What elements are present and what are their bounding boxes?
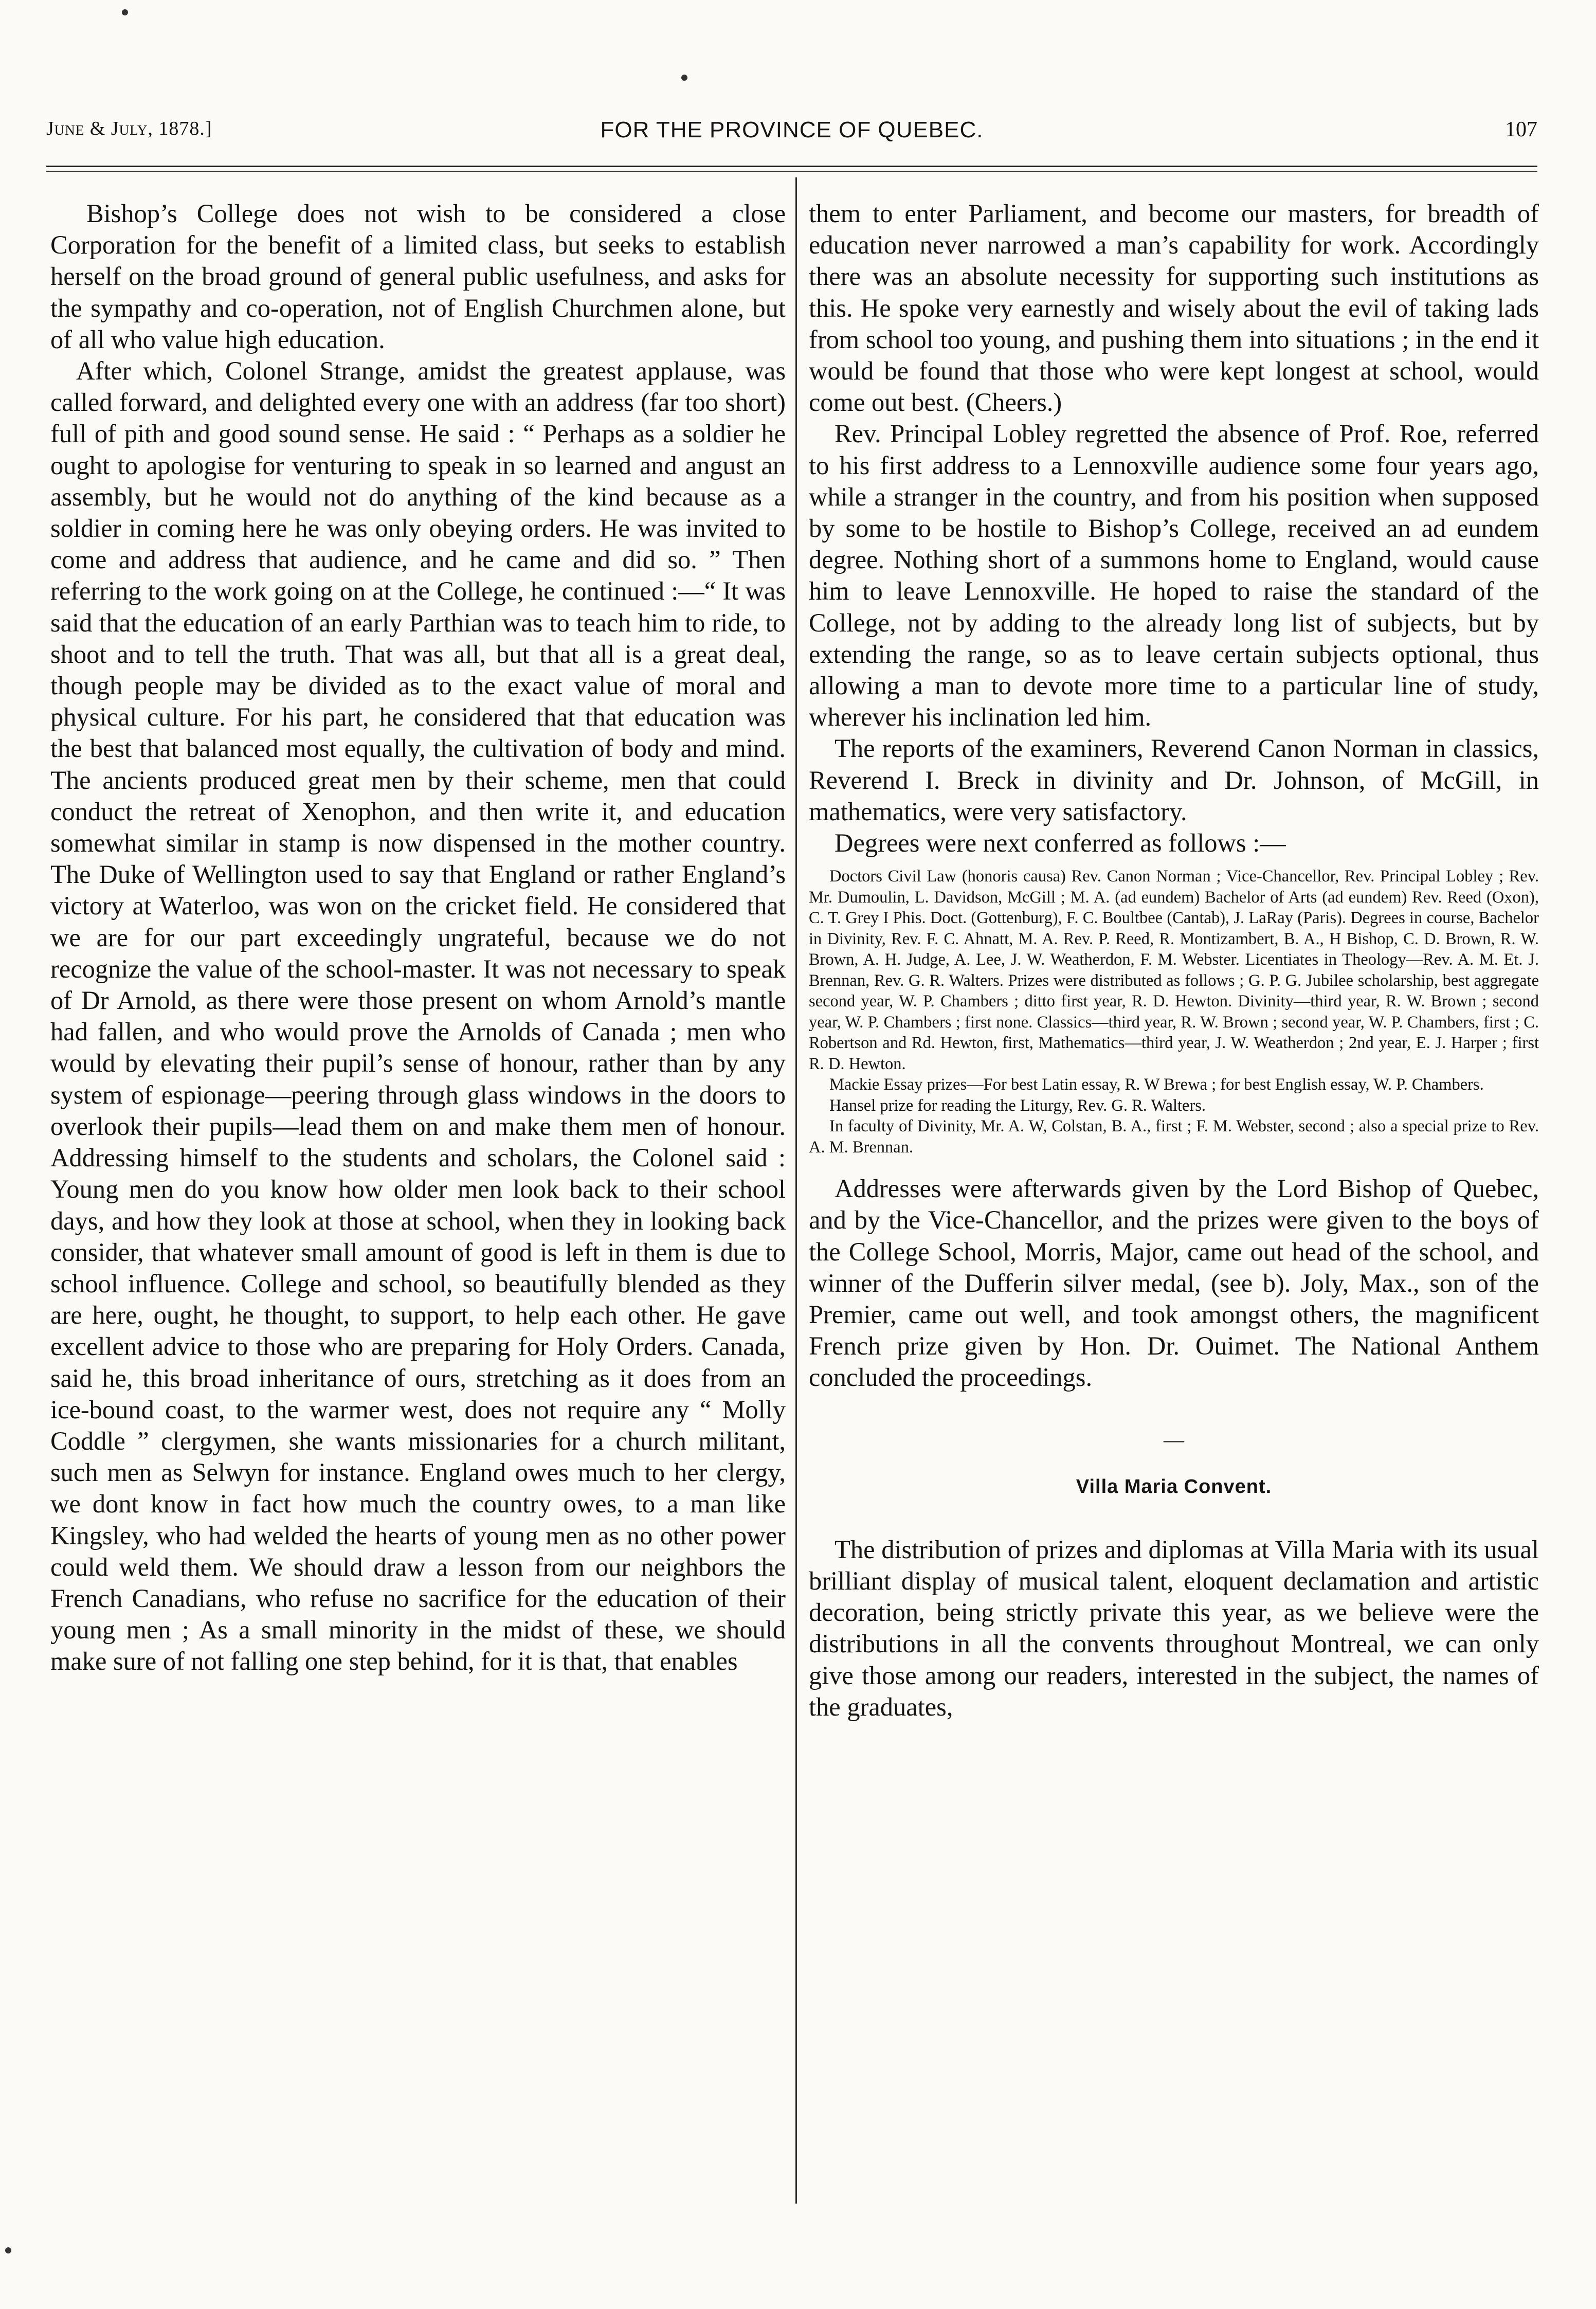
header-rule <box>46 166 1537 167</box>
print-speck <box>681 75 687 81</box>
paragraph: After which, Colonel Strange, amidst the greatest applause, was called forward, and delighted every one with an address (far too short) full of pith and good sound sense. He said : “ Perhaps as a soldier he ought to apologise for venturing to speak in so learned and angust an assembly, but he would not do anything of the kind because as a soldier in coming here he was only obeying orders. He was invited to come and address that audience, and he came and did so. ” Then referring to the work going on at the College, he continued :—“ It was said that the education of an early Parthian was to teach him to ride, to shoot and to tell the truth. That was all, but that all is a great deal, though people may be divided as to the exact value of moral and physical culture. For his part, he considered that that education was the best that balanced most equally, the cultivation of body and mind. The ancients produced great men by their scheme, men that could conduct the retreat of Xenophon, and then write it, and education somewhat similar in stamp is now dispensed in the mother country. The Duke of Wellington used to say that England or rather England’s victory at Waterloo, was won on the cricket field. He considered that we are for our part exceedingly ungrateful, because we do not recognize the value of the school-master. It was not necessary to speak of Dr Arnold, as there were those present on whom Arnold’s mantle had fallen, and who would prove the Arnolds of Canada ; men who would by elevating their pupil’s sense of honour, rather than by any system of espionage—peering through glass windows in the doors to overlook their pupils—lead them on and make them men of honour. Addressing himself to the students and scholars, the Colonel said : Young men do you know how older men look back to their school days, and how they look at those at school, when they in looking back consider, that whatever small amount of good is left in them is due to school influence. College and school, so beautifully blended as they are here, ought, he thought, to support, to help each other. He gave excellent advice to those who are preparing for Holy Orders. Canada, said he, this broad inheritance of ours, stretching as it does from an ice-bound coast, to the warmer west, does not require any “ Molly Coddle ” clergymen, she wants missionaries for a church militant, such men as Selwyn for instance. England owes much to her clergy, we dont know in fact how much the country owes, to a man like Kingsley, who had welded the hearts of young men as no other power could weld them. We should draw a lesson from our neighbors the French Canadians, who refuse no sacrifice for the education of their young men ; As a small minority in the midst of these, we should make sure of not falling one step behind, for it is that, that enables <box>50 356 786 1676</box>
degrees-list-item: Mackie Essay prizes—For best Latin essay, R. W Brewa ; for best English essay, W. P. Chambers. <box>829 1075 1484 1094</box>
paragraph: Rev. Principal Lobley regretted the absence of Prof. Roe, referred to his first address to a Lennoxville audience some four years ago, while a stranger in the country, and from his position when supposed by some to be hostile to Bishop’s College, received an ad eundem degree. Nothing short of a summons home to England, would cause him to leave Lennoxville. He hoped to raise the standard of the College, not by adding to the already long list of subjects, but by extending the range, so as to leave certain subjects optional, thus allowing a man to devote more time to a particular line of study, wherever his inclination led him. <box>809 419 1539 732</box>
header-rule-secondary <box>46 171 1537 172</box>
paragraph: Addresses were afterwards given by the Lord Bishop of Quebec, and by the Vice-Chancellor, and the prizes were given to the boys of the College School, Morris, Major, came out head of the school, and winner of the Dufferin silver medal, (see b). Joly, Max., son of the Premier, came out well, and took amongst others, the magnificent French prize given by Hon. Dr. Ouimet. The National Anthem concluded the proceedings. <box>809 1174 1539 1392</box>
degrees-list-item: In faculty of Divinity, Mr. A. W, Colstan, B. A., first ; F. M. Webster, second ; also a special prize to Rev. A. M. Brennan. <box>809 1117 1539 1157</box>
page-number: 107 <box>1505 118 1537 141</box>
paragraph: The reports of the examiners, Reverend Canon Norman in classics, Reverend I. Breck in divinity and Dr. Johnson, of McGill, in mathematics, were very satisfactory. <box>809 734 1539 826</box>
paragraph: The distribution of prizes and diplomas at Villa Maria with its usual brilliant display of musical talent, eloquent declamation and artistic decoration, being strictly private this year, as we believe were the distributions in all the convents throughout Montreal, we can only give those among our readers, interested in the subject, the names of the graduates, <box>809 1535 1539 1721</box>
print-speck <box>122 9 128 15</box>
print-speck <box>5 2247 11 2253</box>
degrees-list-item: Doctors Civil Law (honoris causa) Rev. Canon Norman ; Vice-Chancellor, Rev. Principal Lobley ; Rev. Mr. Dumoulin, L. Davidson, McGill ; M. A. (ad eundem) Bachelor of Arts (ad eundem) Rev. Reed (Oxon), C. T. Grey I Phis. Doct. (Gottenburg), F. C. Boultbee (Cantab), J. LaRay (Paris). Degrees in course, Bachelor in Divinity, Rev. F. C. Ahnatt, M. A. Rev. P. Reed, R. Montizambert, B. A., H Bishop, C. D. Brown, R. W. Brown, A. H. Judge, A. Lee, J. W. Weatherdon, F. M. Webster. Licentiates in Theology—Rev. A. M. Et. J. Brennan, Rev. G. R. Walters. Prizes were distributed as follows ; G. P. G. Jubilee scholarship, best aggregate second year, W. P. Chambers ; ditto first year, R. D. Hewton. Divinity—third year, R. W. Brown ; second year, W. P. Chambers ; first none. Classics—third year, R. W. Brown ; second year, W. P. Chambers, first ; C. Robertson and Rd. Hewton, first, Mathematics—third year, J. W. Weatherdon ; 2nd year, E. J. Harper ; first R. D. Hewton. <box>809 867 1539 1073</box>
section-separator: — <box>1164 1428 1184 1451</box>
right-column <box>809 198 1539 1723</box>
header-date: June & July, 1878.] <box>46 118 212 139</box>
degrees-list-item: Hansel prize for reading the Liturgy, Rev. G. R. Walters. <box>829 1096 1206 1115</box>
left-column <box>50 198 786 1677</box>
section-title: Villa Maria Convent. <box>1076 1475 1272 1498</box>
paragraph: them to enter Parliament, and become our masters, for breadth of education never narrowed a man’s capability for work. Accordingly there was an absolute necessity for supporting such institutions as this. He spoke very earnestly and wisely about the evil of taking lads from school too young, and pushing them into situations ; in the end it would be found that those who were kept longest at school, would come out best. (Cheers.) <box>809 199 1539 417</box>
paragraph: Degrees were next conferred as follows :— <box>835 828 1286 858</box>
header-title: FOR THE PROVINCE OF QUEBEC. <box>600 117 984 142</box>
paragraph: Bishop’s College does not wish to be considered a close Corporation for the benefit of a limited class, but seeks to establish herself on the broad ground of general public usefulness, and asks for the sympathy and co-operation, not of English Churchmen alone, but of all who value high education. <box>50 199 786 354</box>
column-divider <box>795 177 797 2204</box>
running-header <box>46 117 1537 148</box>
